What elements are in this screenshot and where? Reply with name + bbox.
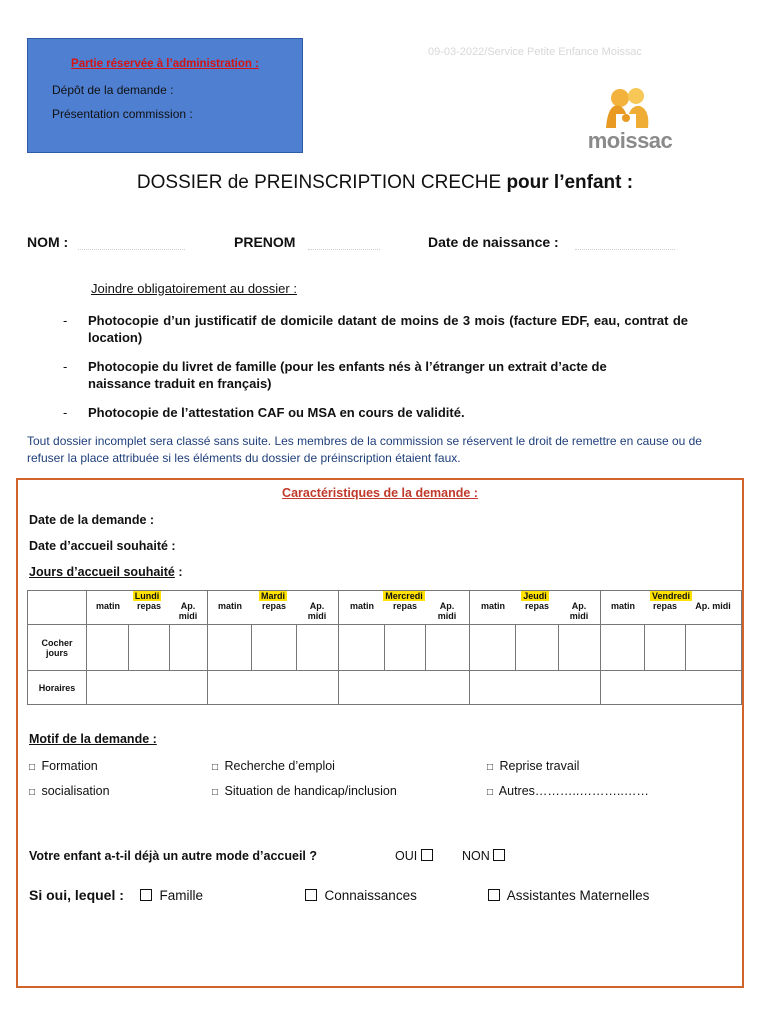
demande-section xyxy=(16,478,744,988)
slot-repas: repas xyxy=(652,601,678,611)
non-label: NON xyxy=(462,849,490,863)
slot-matin: matin xyxy=(349,601,374,611)
carac-title: Caractéristiques de la demande : xyxy=(282,486,478,500)
motif-handicap[interactable] xyxy=(212,784,397,798)
slot-apmidi: Ap. midi xyxy=(178,601,198,621)
logo-emblem-icon xyxy=(580,84,680,130)
motif-formation[interactable] xyxy=(29,759,98,773)
check-cell[interactable] xyxy=(129,625,169,671)
title-main: DOSSIER de PREINSCRIPTION CRECHE xyxy=(136,172,507,193)
check-cell[interactable] xyxy=(425,625,469,671)
notice-text: Tout dossier incomplet sera classé sans suite. Les membres de la commission se réservent le droit de remettre en cause ou de refuser la place attribuée si les éléments du dossier de préinscription étaient faux. xyxy=(27,434,702,465)
horaires-cell[interactable] xyxy=(601,671,742,705)
day-name: Mardi xyxy=(260,591,285,601)
horaires-cell[interactable] xyxy=(208,671,339,705)
corner-cell xyxy=(28,591,87,625)
check-cell[interactable] xyxy=(558,625,600,671)
motif-label-text: Situation de handicap/inclusion xyxy=(224,784,397,798)
check-cell[interactable] xyxy=(87,625,129,671)
day-vendredi xyxy=(601,591,742,625)
checkbox-icon[interactable] xyxy=(140,889,152,901)
horaires-cell[interactable] xyxy=(470,671,601,705)
autre-mode-label: Votre enfant a-t-il déjà un autre mode d’accueil ? xyxy=(29,849,318,863)
non-option[interactable] xyxy=(462,849,505,863)
check-cell[interactable] xyxy=(169,625,207,671)
days-table xyxy=(27,590,742,705)
horaires-cell[interactable] xyxy=(87,671,208,705)
motif-autres[interactable] xyxy=(487,784,649,798)
presentation-label: Présentation commission : xyxy=(52,107,193,121)
check-cell[interactable] xyxy=(470,625,516,671)
naissance-label: Date de naissance : xyxy=(428,234,559,250)
bullet-dash: - xyxy=(63,313,68,328)
nom-field[interactable] xyxy=(78,249,185,250)
day-name: Jeudi xyxy=(523,591,547,601)
slot-apmidi: Ap. midi xyxy=(695,601,731,611)
jours-label-colon: : xyxy=(174,565,183,579)
checkbox-icon[interactable]: □ xyxy=(29,787,36,798)
lequel-connaissances[interactable] xyxy=(305,888,417,903)
slot-repas: repas xyxy=(524,601,550,611)
lequel-famille[interactable] xyxy=(140,888,203,903)
check-cell[interactable] xyxy=(645,625,685,671)
oui-option[interactable] xyxy=(395,849,433,863)
motif-label-text: Reprise travail xyxy=(499,759,580,773)
date-demande-label: Date de la demande : xyxy=(29,513,155,527)
admin-title: Partie réservée à l’administration : xyxy=(71,58,259,70)
check-cell[interactable] xyxy=(601,625,645,671)
slot-matin: matin xyxy=(217,601,242,611)
checkbox-icon[interactable]: □ xyxy=(487,762,494,773)
lequel-label: Si oui, lequel : xyxy=(29,887,124,903)
row-horaires-label: Horaires xyxy=(28,671,87,705)
logo-text: moissac xyxy=(587,128,673,153)
checkbox-icon[interactable]: □ xyxy=(212,787,219,798)
checkbox-icon[interactable]: □ xyxy=(29,762,36,773)
slot-repas: repas xyxy=(136,601,162,611)
check-cell[interactable] xyxy=(516,625,558,671)
motif-socialisation[interactable] xyxy=(29,784,110,798)
day-name: Vendredi xyxy=(651,591,690,601)
check-cell[interactable] xyxy=(339,625,385,671)
motif-label-text: socialisation xyxy=(41,784,110,798)
check-cell[interactable] xyxy=(385,625,425,671)
motif-label-text: Formation xyxy=(41,759,98,773)
slot-apmidi: Ap. midi xyxy=(307,601,327,621)
day-jeudi xyxy=(470,591,601,625)
lequel-option-label: Assistantes Maternelles xyxy=(506,888,650,903)
checkbox-icon[interactable] xyxy=(493,849,505,861)
checkbox-icon[interactable] xyxy=(305,889,317,901)
motif-label-text: Recherche d’emploi xyxy=(224,759,335,773)
check-cell[interactable] xyxy=(208,625,252,671)
bullet-dash: - xyxy=(63,359,68,374)
check-cell[interactable] xyxy=(296,625,338,671)
lequel-assistantes[interactable] xyxy=(488,888,649,903)
day-name: Lundi xyxy=(134,591,160,601)
horaires-cell[interactable] xyxy=(339,671,470,705)
day-lundi xyxy=(87,591,208,625)
slot-apmidi: Ap. midi xyxy=(569,601,589,621)
slot-matin: matin xyxy=(95,601,120,611)
day-mardi xyxy=(208,591,339,625)
slot-matin: matin xyxy=(610,601,635,611)
header-reference: 09-03-2022/Service Petite Enfance Moissac xyxy=(428,46,643,58)
motif-label: Motif de la demande : xyxy=(29,732,157,746)
slot-repas: repas xyxy=(261,601,287,611)
oui-label: OUI xyxy=(395,849,418,863)
checkbox-icon[interactable]: □ xyxy=(212,762,219,773)
prenom-field[interactable] xyxy=(308,249,380,250)
checkbox-icon[interactable] xyxy=(488,889,500,901)
slot-matin: matin xyxy=(480,601,505,611)
moissac-logo xyxy=(580,84,680,154)
lequel-option-label: Famille xyxy=(159,888,204,903)
jours-label xyxy=(29,565,183,579)
day-mercredi xyxy=(339,591,470,625)
motif-label-text: Autres………..………..…… xyxy=(498,784,649,798)
depot-label: Dépôt de la demande : xyxy=(52,83,174,97)
joindre-label: Joindre obligatoirement au dossier : xyxy=(91,281,297,296)
day-name: Mercredi xyxy=(385,591,423,601)
admin-box xyxy=(27,38,303,153)
piece-livret: Photocopie du livret de famille (pour les enfants nés à l’étranger un extrait d’acte de naissance traduit en français) xyxy=(88,359,607,391)
check-cell[interactable] xyxy=(252,625,296,671)
bullet-dash: - xyxy=(63,405,68,420)
slot-apmidi: Ap. midi xyxy=(437,601,457,621)
motif-reprise[interactable] xyxy=(487,759,579,773)
row-cocher-label: Cocher jours xyxy=(28,625,87,671)
prenom-label: PRENOM xyxy=(234,234,296,250)
slot-repas: repas xyxy=(392,601,418,611)
date-accueil-label: Date d’accueil souhaité : xyxy=(29,539,176,553)
jours-label-text: Jours d’accueil souhaité xyxy=(29,565,175,579)
nom-label: NOM : xyxy=(27,234,69,250)
checkbox-icon[interactable] xyxy=(421,849,433,861)
motif-recherche[interactable] xyxy=(212,759,335,773)
document-title xyxy=(0,172,770,194)
check-cell[interactable] xyxy=(685,625,741,671)
lequel-option-label: Connaissances xyxy=(324,888,417,903)
naissance-field[interactable] xyxy=(575,249,675,250)
checkbox-icon[interactable]: □ xyxy=(487,787,494,798)
piece-caf: Photocopie de l’attestation CAF ou MSA en cours de validité. xyxy=(88,405,465,420)
title-bold: pour l’enfant : xyxy=(506,172,634,193)
piece-justificatif: Photocopie d’un justificatif de domicile datant de moins de 3 mois (facture EDF, eau, contrat de location) xyxy=(88,313,688,345)
